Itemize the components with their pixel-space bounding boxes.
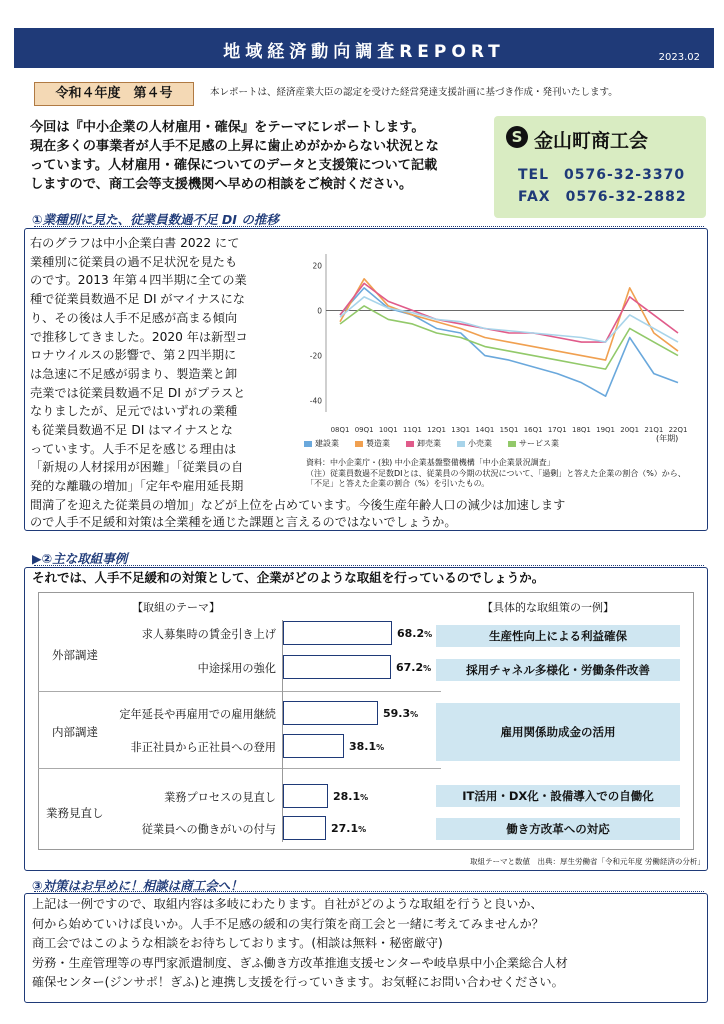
- employee-di-line-chart: [300, 244, 700, 449]
- chart-source-line: （注）従業員数過不足数DIとは、従業員の今期の状況について、「過剰」と答えた企業の割合（%）から、: [306, 468, 686, 478]
- section1-body: [30, 234, 292, 496]
- chamber-fax: FAX 0576-32-2882: [518, 189, 687, 205]
- measure-item: 雇用関係助成金の活用: [436, 703, 680, 761]
- section1-line: ロナウイルスの影響で、第２四半期に: [30, 348, 237, 363]
- chart-x-tick: 12Q1: [427, 426, 447, 434]
- bar-value: 59.3%: [383, 707, 419, 720]
- theme-label: 業務プロセスの見直し: [164, 791, 276, 804]
- section1-line: 種で従業員数過不足 DI がマイナスにな: [30, 292, 245, 307]
- chart-y-tick: 0: [317, 306, 322, 316]
- measure-item: IT活用・DX化・設備導入での自働化: [436, 785, 680, 807]
- chart-x-tick: 10Q1: [378, 426, 398, 434]
- section3-divider: [34, 891, 704, 892]
- legend-label: 製造業: [366, 439, 390, 448]
- section3-line: 確保センター(ジンサポ！ぎふ)と連携し支援を行っていきます。お気軽にお問い合わせください。: [32, 975, 564, 989]
- section1-line: 発的な離職の増加」「定年や雇用延長期: [30, 479, 244, 494]
- chart-x-tick: 09Q1: [354, 426, 374, 434]
- theme-bar: [283, 621, 392, 645]
- chart-x-unit: (年期): [656, 434, 679, 443]
- legend-label: 小売業: [468, 439, 492, 448]
- legend-item: [457, 438, 492, 449]
- chart-x-tick: 22Q1: [668, 426, 688, 434]
- bar-value: 38.1%: [349, 740, 385, 753]
- intro-line: 現在多くの事業者が人手不足感の上昇に歯止めがかからない状況とな: [30, 139, 439, 154]
- chart-x-tick: 15Q1: [499, 426, 519, 434]
- chart-legend: [304, 438, 704, 449]
- chart-x-tick: 11Q1: [402, 426, 422, 434]
- report-date: 2023.02: [658, 52, 700, 63]
- theme-label: 中途採用の強化: [197, 662, 276, 675]
- theme-bar: [283, 655, 391, 679]
- section3-line: 労務・生産管理等の専門家派遣制度、ぎふ働き方改革推進支援センターや岐阜県中小企業総合人材: [32, 955, 568, 970]
- intro-line: しますので、商工会等支援機関へ早めの相談をご検討ください。: [30, 177, 413, 192]
- measure-item: 生産性向上による利益確保: [436, 625, 680, 647]
- section1-tail-line: 間満了を迎えた従業員の増加」などが上位を占めています。今後生産年齢人口の減少は加速します: [30, 498, 566, 512]
- theme-label: 求人募集時の賃金引き上げ: [141, 628, 276, 641]
- section1-tail: [30, 497, 706, 531]
- legend-swatch: [457, 441, 465, 447]
- legend-swatch: [508, 441, 516, 447]
- section3-title: ③対策はお早めに！相談は商工会へ！: [32, 878, 243, 893]
- chart-x-tick: 21Q1: [644, 426, 664, 434]
- measures-column-header: 【具体的な取組策の一例】: [482, 601, 614, 614]
- section1-line: 業種別に従業員の過不足状況を見たも: [30, 254, 238, 269]
- chamber-name: 金山町商工会: [534, 130, 649, 152]
- chamber-tel: TEL 0576-32-3370: [518, 167, 686, 183]
- section1-line: で推移してきました。2020 年は新型コ: [30, 329, 248, 344]
- section1-line: も従業員数過不足 DI はマイナスとな: [30, 423, 233, 438]
- report-header: [14, 28, 714, 68]
- publication-notice: 本レポートは、経済産業大臣の認定を受けた経営発達支援計画に基づき作成・発刊いたします。: [210, 87, 618, 98]
- chart-source-line: 資料：中小企業庁・(独) 中小企業基盤整備機構「中小企業景況調査」: [306, 458, 555, 467]
- category-divider: [38, 691, 441, 692]
- bar-value: 67.2%: [396, 661, 432, 674]
- chart-x-tick: 18Q1: [571, 426, 591, 434]
- section3-line: 何から始めていけば良いか。人手不足感の緩和の実行策を商工会と一緒に考えてみませんか？: [32, 916, 544, 931]
- section2-title: ▶②主な取組事例: [32, 551, 128, 566]
- section1-title: ①業種別に見た、従業員数過不足 DI の推移: [32, 212, 279, 227]
- legend-swatch: [355, 441, 363, 447]
- chart-x-tick: 13Q1: [451, 426, 471, 434]
- bar-value: 27.1%: [331, 822, 367, 835]
- legend-item: [508, 438, 559, 449]
- section2-lead: それでは、人手不足緩和の対策として、企業がどのような取組を行っているのでしょうか。: [32, 570, 545, 585]
- chart-x-tick: 20Q1: [620, 426, 640, 434]
- theme-label: 非正社員から正社員への登用: [130, 741, 276, 754]
- theme-label: 定年延長や再雇用での雇用継続: [119, 708, 276, 721]
- intro-line: っています。人材雇用・確保についてのデータと支援策について記載: [30, 158, 438, 173]
- category-internal: 内部調達: [52, 725, 98, 739]
- chart-x-tick: 17Q1: [547, 426, 567, 434]
- report-title: 地域経済動向調査REPORT: [223, 42, 505, 62]
- section1-line: っています。人手不足を感じる理由は: [30, 441, 237, 456]
- section1-line: り、その後は人手不足感が高まる傾向: [30, 310, 238, 325]
- theme-bar: [283, 734, 344, 758]
- issue-badge: 令和４年度 第４号: [34, 82, 194, 106]
- section1-divider: [34, 226, 704, 227]
- section3-line: 上記は一例ですので、取組内容は多岐にわたります。自社がどのような取組を行うと良いか、: [32, 897, 543, 911]
- section3-line: 商工会ではこのような相談をお待ちしております。(相談は無料・秘密厳守): [32, 936, 443, 950]
- theme-bar: [283, 816, 326, 840]
- chart-y-tick: -40: [309, 396, 322, 406]
- category-review: 業務見直し: [46, 806, 104, 820]
- legend-label: 建設業: [315, 439, 339, 448]
- section1-line: のです。2013 年第４四半期に全ての業: [30, 273, 247, 288]
- chart-x-tick: 19Q1: [596, 426, 616, 434]
- legend-item: [304, 438, 339, 449]
- chart-x-tick: 14Q1: [475, 426, 495, 434]
- section1-line: 「新規の人材採用が困難」「従業員の自: [30, 460, 244, 475]
- bar-value: 28.1%: [333, 790, 369, 803]
- legend-label: 卸売業: [417, 439, 441, 448]
- chart-x-tick: 08Q1: [330, 426, 350, 434]
- section1-line: は急速に不足感が弱まり、製造業と卸: [30, 366, 238, 381]
- intro-text: [30, 118, 485, 194]
- category-external: 外部調達: [52, 648, 98, 662]
- section2-divider: [34, 565, 704, 566]
- theme-column-header: 【取組のテーマ】: [132, 601, 220, 614]
- bar-axis: [282, 620, 283, 842]
- legend-item: [355, 438, 390, 449]
- category-divider: [38, 768, 441, 769]
- measure-item: 採用チャネル多様化・労働条件改善: [436, 659, 680, 681]
- chamber-logo-icon: S: [506, 126, 528, 148]
- legend-label: サービス業: [519, 439, 559, 448]
- table-source: 取組テーマと数値 出典：厚生労働省「令和元年度 労働経済の分析」: [470, 857, 705, 866]
- section1-line: 右のグラフは中小企業白書 2022 にて: [30, 236, 240, 250]
- chamber-contact-box: [494, 116, 706, 218]
- theme-bar: [283, 784, 328, 808]
- chart-y-tick: 20: [312, 261, 322, 271]
- chart-y-tick: -20: [309, 351, 322, 361]
- legend-item: [406, 438, 441, 449]
- section1-tail-line: ので人手不足緩和対策は全業種を通じた課題と言えるのではないでしょうか。: [30, 515, 457, 529]
- chart-x-tick: 16Q1: [523, 426, 543, 434]
- chart-source: [306, 458, 706, 490]
- chart-source-line: 「不足」と答えた企業の割合（%）を引いたもの。: [306, 479, 490, 488]
- section1-line: なりましたが、足元ではいずれの業種: [30, 404, 238, 419]
- intro-line: 今回は『中小企業の人材雇用・確保』をテーマにレポートします。: [30, 120, 425, 135]
- measure-item: 働き方改革への対応: [436, 818, 680, 840]
- bar-value: 68.2%: [397, 627, 433, 640]
- legend-swatch: [304, 441, 312, 447]
- legend-swatch: [406, 441, 414, 447]
- section1-line: 売業では従業員数過不足 DI がプラスと: [30, 385, 246, 400]
- section3-body: [32, 895, 704, 993]
- theme-label: 従業員への働きがいの付与: [141, 823, 276, 836]
- theme-bar: [283, 701, 378, 725]
